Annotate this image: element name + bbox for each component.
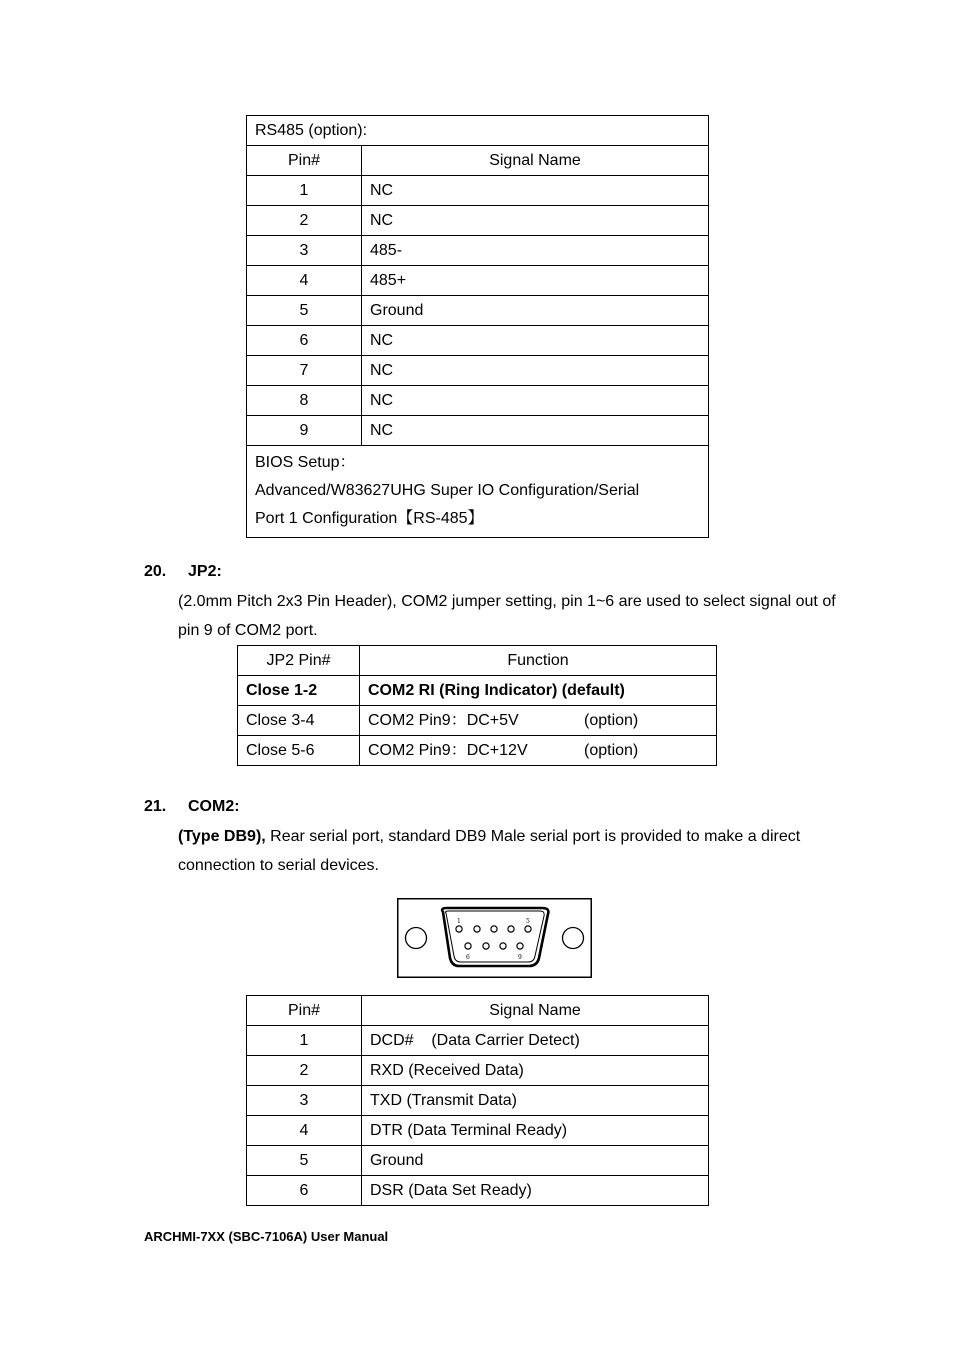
signal-cell: DCD# (Data Carrier Detect) [362, 1026, 709, 1056]
signal-cell: NC [362, 386, 709, 416]
jumper-cell: Close 5-6 [238, 736, 360, 766]
table-row [247, 176, 709, 206]
option-text: (option) [584, 711, 639, 729]
pin-cell: 1 [247, 1026, 362, 1056]
pin-cell: 6 [247, 326, 362, 356]
section-number: 20. [144, 563, 167, 580]
signal-cell: 485- [362, 236, 709, 266]
pin-label-6: 6 [466, 954, 470, 961]
rs485-header-signal: Signal Name [362, 146, 709, 176]
com2-type-label: (Type DB9), [178, 828, 266, 845]
pin-hole [483, 943, 489, 949]
jp2-description: (2.0mm Pitch 2x3 Pin Header), COM2 jumper setting, pin 1~6 are used to select signal out of pin 9 of COM2 port. [178, 593, 836, 639]
jp2-table [237, 645, 717, 766]
pin-cell: 4 [247, 266, 362, 296]
jumper-cell: Close 3-4 [238, 706, 360, 736]
rs485-table [246, 115, 709, 538]
pin-cell: 7 [247, 356, 362, 386]
com2-table [246, 995, 709, 1206]
table-row [247, 236, 709, 266]
pin-hole [465, 943, 471, 949]
jp2-header-function: Function [360, 646, 717, 676]
signal-cell: DSR (Data Set Ready) [362, 1176, 709, 1206]
pin-hole [508, 926, 514, 932]
section-number: 21. [144, 798, 167, 815]
pin-hole [474, 926, 480, 932]
signal-cell: Ground [362, 1146, 709, 1176]
pin-cell: 4 [247, 1116, 362, 1146]
signal-cell: 485+ [362, 266, 709, 296]
table-row [247, 356, 709, 386]
rs485-title: RS485 (option): [247, 116, 709, 146]
d-shell-outer [442, 908, 548, 966]
rs485-header-pin: Pin# [247, 146, 362, 176]
table-row [238, 736, 717, 766]
db9-connector-icon [397, 898, 592, 978]
pin-hole [500, 943, 506, 949]
function-cell [360, 736, 717, 766]
pin-cell: 1 [247, 176, 362, 206]
table-row [247, 296, 709, 326]
signal-cell: TXD (Transmit Data) [362, 1086, 709, 1116]
page-footer: ARCHMI-7XX (SBC-7106A) User Manual [144, 1229, 389, 1244]
section-title: JP2: [188, 563, 222, 580]
pin-cell: 9 [247, 416, 362, 446]
table-row [247, 386, 709, 416]
com2-header-pin: Pin# [247, 996, 362, 1026]
table-row [247, 326, 709, 356]
jp2-header-pin: JP2 Pin# [238, 646, 360, 676]
bios-setup-note [247, 446, 709, 538]
pin-cell: 2 [247, 1056, 362, 1086]
signal-cell: NC [362, 416, 709, 446]
bios-line-3: Port 1 Configuration【RS-485】 [255, 510, 484, 527]
pin-cell: 5 [247, 296, 362, 326]
signal-cell: NC [362, 176, 709, 206]
pin-cell: 3 [247, 1086, 362, 1116]
com2-description-text: Rear serial port, standard DB9 Male serial port is provided to make a direct connection to serial devices. [178, 828, 801, 874]
com2-header-signal: Signal Name [362, 996, 709, 1026]
table-row [238, 706, 717, 736]
pin-label-9: 9 [518, 954, 522, 961]
com2-description [178, 822, 838, 880]
pin-hole [525, 926, 531, 932]
section-title: COM2: [188, 798, 240, 815]
signal-cell: NC [362, 326, 709, 356]
option-text: (option) [584, 741, 639, 759]
bios-line-1: BIOS Setup： [255, 454, 356, 471]
table-row [247, 206, 709, 236]
section-heading-jp2 [144, 563, 222, 581]
pin-hole [491, 926, 497, 932]
pin-label-1: 1 [457, 918, 461, 925]
signal-cell: RXD (Received Data) [362, 1056, 709, 1086]
pin-hole [456, 926, 462, 932]
mount-hole-right [563, 928, 584, 949]
table-row [247, 266, 709, 296]
table-row [247, 1026, 709, 1056]
signal-cell: NC [362, 206, 709, 236]
table-row [247, 1176, 709, 1206]
table-row [247, 1056, 709, 1086]
function-cell [360, 676, 717, 706]
pin-label-5: 5 [526, 918, 530, 925]
table-row [247, 1116, 709, 1146]
signal-cell: NC [362, 356, 709, 386]
function-text: COM2 Pin9：DC+12V [368, 741, 528, 759]
table-row [247, 1146, 709, 1176]
jumper-cell: Close 1-2 [238, 676, 360, 706]
pin-cell: 8 [247, 386, 362, 416]
bios-line-2: Advanced/W83627UHG Super IO Configuration/Serial [255, 482, 640, 499]
signal-cell: DTR (Data Terminal Ready) [362, 1116, 709, 1146]
pin-cell: 3 [247, 236, 362, 266]
pin-cell: 6 [247, 1176, 362, 1206]
pin-hole [517, 943, 523, 949]
pin-cell: 5 [247, 1146, 362, 1176]
table-row [247, 1086, 709, 1116]
function-cell [360, 706, 717, 736]
table-row [238, 676, 717, 706]
table-row [247, 416, 709, 446]
mount-hole-left [406, 928, 427, 949]
function-text: COM2 RI (Ring Indicator) (default) [368, 681, 625, 699]
pin-cell: 2 [247, 206, 362, 236]
section-heading-com2 [144, 798, 240, 816]
function-text: COM2 Pin9：DC+5V [368, 711, 519, 729]
signal-cell: Ground [362, 296, 709, 326]
